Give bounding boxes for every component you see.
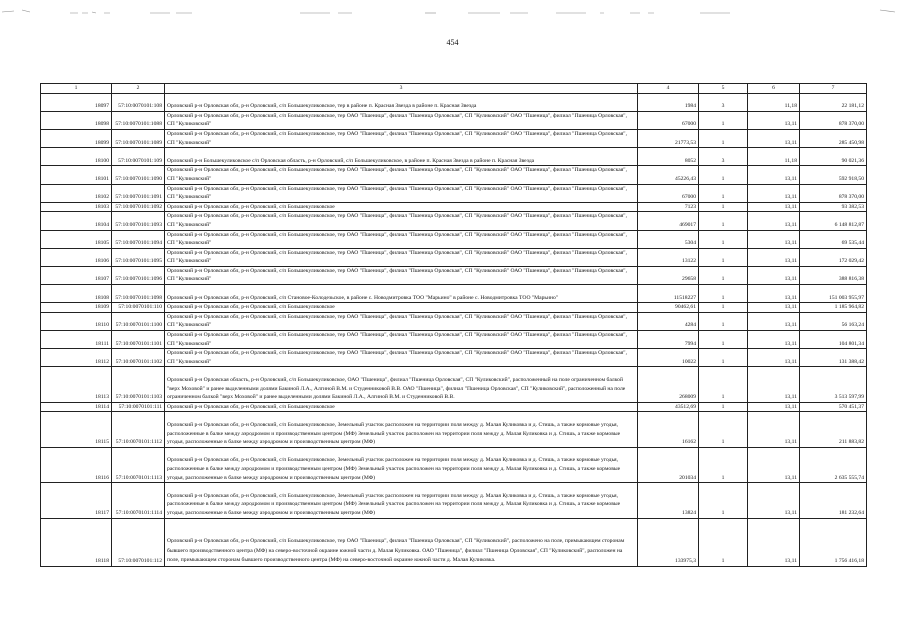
cadastral-number: 57:10:0070101:1112 [112,412,165,447]
category-code: 1 [699,111,748,129]
category-code: 1 [699,483,748,518]
column-header-3: 3 [165,84,638,94]
table-row [41,303,867,313]
rate-value: 13,11 [748,331,800,349]
row-number: 18102 [41,184,112,202]
rate-value: 11,18 [748,148,800,166]
category-code: 1 [699,349,748,367]
cadastral-number: 57:10:0070101:111 [112,402,165,412]
area-value: 5304 [638,230,699,248]
location-description: Орловский р-н Орловская обл, р-н Орловский, с/п Большекуликовское, Земельный участок расположен на территории поля между д. Малая Куликовка и д. Стишь, а также кормовые угодья, расположенные в балке между аэродромом и производственным центром (МФ) Земельный участок расположен на территории поля между д. Малая Куликовка и д. Стишь, а также кормовые угодья, расположенные в балке между аэродромом и производственным центром (МФ) [165,447,638,482]
category-code: 1 [699,331,748,349]
column-header-2: 2 [112,84,165,94]
category-code: 1 [699,412,748,447]
row-number: 18117 [41,483,112,518]
scan-artifact-strip [0,6,905,18]
location-description: Орловский р-н Орловская обл, р-н Орловский, с/п Большекуликовское, тер ОАО "Пшеница", филиал "Пшеница Орловская", СП "Куликовский" ОАО "Пшеница", филиал "Пшеница Орловская", СП "Куликовский" [165,230,638,248]
cadastral-number: 57:10:0070101:1094 [112,230,165,248]
table-row [41,367,867,402]
cadastral-value: 1 756 416,18 [800,518,867,566]
cadastral-number: 57:10:0070101:109 [112,148,165,166]
cadastral-value: 570 451,37 [800,402,867,412]
cadastral-value: 2 635 555,74 [800,447,867,482]
location-description: Орловский р-н Орловская обл, р-н Орловский, с/п Большекуликовское, Земельный участок расположен на территории поля между д. Малая Куликовка и д. Стишь, а также кормовые угодья, расположенные в балке между аэродромом и производственным центром (МФ) Земельный участок расположен на территории поля между д. Малая Куликовка и д. Стишь, а также кормовые угодья, расположенные в балке между аэродромом и производственным центром (МФ) [165,483,638,518]
row-number: 18112 [41,349,112,367]
area-value: 45226,43 [638,166,699,184]
cadastral-value: 878 370,00 [800,184,867,202]
table-row [41,412,867,447]
row-number: 18110 [41,312,112,330]
location-description: Орловский р-н Орловская обл, р-н Орловский, с/п Большекуликовское, тер ОАО "Пшеница", филиал "Пшеница Орловская", СП "Куликовский" ОАО "Пшеница", филиал "Пшеница Орловская", СП "Куликовский" [165,266,638,284]
area-value: 201034 [638,447,699,482]
land-register-table [40,83,867,567]
area-value: 90462,61 [638,303,699,313]
table-row [41,148,867,166]
cadastral-number: 57:10:0070101:108 [112,93,165,111]
area-value: 13122 [638,248,699,266]
location-description: Орловский р-н Орловская обл, р-н Орловский, с/п Большекуликовское [165,402,638,412]
column-header-7: 7 [800,84,867,94]
table-row [41,312,867,330]
row-number: 18116 [41,447,112,482]
register-body [41,93,867,566]
area-value: 67000 [638,111,699,129]
category-code: 1 [699,303,748,313]
category-code: 1 [699,447,748,482]
cadastral-number: 57:10:0070101:1101 [112,331,165,349]
category-code: 1 [699,202,748,212]
location-description: Орловский р-н Большекуликовское с/п Орловская область, р-н Орловский, с/п Большекуликовское, в районе п. Красная Звезда в районе п. Красная Звезда [165,148,638,166]
table-row [41,518,867,566]
location-description: Орловский р-н Орловская обл, р-н Орловский, с/п Большекуликовское, тер ОАО "Пшеница", филиал "Пшеница Орловская", СП "Куликовский" ОАО "Пшеница", филиал "Пшеница Орловская", СП "Куликовский" [165,331,638,349]
cadastral-value: 90 021,36 [800,148,867,166]
table-row [41,129,867,147]
cadastral-number: 57:10:0070101:1100 [112,312,165,330]
location-description: Орловский р-н Орловская обл, р-н Орловский, с/п Становое-Колодезьское, в районе с. Новодмитровка ТОО "Марьино" в районе с. Новодмитровка ТОО "Марьино" [165,285,638,303]
table-row [41,93,867,111]
row-number: 18108 [41,285,112,303]
table-row [41,248,867,266]
rate-value: 13,11 [748,166,800,184]
cadastral-number: 57:10:0070101:112 [112,518,165,566]
category-code: 1 [699,312,748,330]
area-value: 7123 [638,202,699,212]
table-row [41,111,867,129]
rate-value: 13,11 [748,518,800,566]
rate-value: 13,11 [748,285,800,303]
cadastral-number: 57:10:0070101:1102 [112,349,165,367]
cadastral-value: 131 388,42 [800,349,867,367]
area-value: 16162 [638,412,699,447]
row-number: 18113 [41,367,112,402]
cadastral-number: 57:10:0070101:1093 [112,212,165,230]
area-value: 1984 [638,93,699,111]
location-description: Орловский р-н Орловская обл, р-н Орловский, с/п Большекуликовское [165,202,638,212]
table-row [41,230,867,248]
rate-value: 13,11 [748,412,800,447]
cadastral-value: 22 181,12 [800,93,867,111]
category-code: 1 [699,212,748,230]
row-number: 18103 [41,202,112,212]
table-row [41,285,867,303]
location-description: Орловский р-н Орловская обл, р-н Орловский, с/п Большекуликовское, тер ОАО "Пшеница", филиал "Пшеница Орловская", СП "Куликовский" ОАО "Пшеница", филиал "Пшеница Орловская", СП "Куликовский" [165,111,638,129]
table-row [41,447,867,482]
column-header-6: 6 [748,84,800,94]
rate-value: 13,11 [748,312,800,330]
location-description: Орловский р-н Орловская обл, р-н Орловский, с/п Большекуликовское, тер ОАО "Пшеница", филиал "Пшеница Орловская", СП "Куликовский" ОАО "Пшеница", филиал "Пшеница Орловская", СП "Куликовский" [165,312,638,330]
rate-value: 13,11 [748,202,800,212]
row-number: 18099 [41,129,112,147]
table-row [41,166,867,184]
row-number: 18101 [41,166,112,184]
category-code: 1 [699,518,748,566]
row-number: 18107 [41,266,112,284]
table-row [41,331,867,349]
row-number: 18100 [41,148,112,166]
cadastral-value: 211 883,82 [800,412,867,447]
location-description: Орловский р-н Орловская обл, р-н Орловский, с/п Большекуликовское, тер ОАО "Пшеница", филиал "Пшеница Орловская", СП "Куликовский" ОАО "Пшеница", филиал "Пшеница Орловская", СП "Куликовский" [165,248,638,266]
area-value: 10022 [638,349,699,367]
cadastral-number: 57:10:0070101:1113 [112,447,165,482]
category-code: 3 [699,148,748,166]
rate-value: 13,11 [748,367,800,402]
cadastral-value: 172 029,42 [800,248,867,266]
cadastral-number: 57:10:0070101:1092 [112,202,165,212]
cadastral-value: 592 918,50 [800,166,867,184]
row-number: 18118 [41,518,112,566]
cadastral-value: 151 003 955,97 [800,285,867,303]
cadastral-value: 104 801,34 [800,331,867,349]
row-number: 18115 [41,412,112,447]
table-row [41,212,867,230]
cadastral-number: 57:10:0070101:1114 [112,483,165,518]
cadastral-value: 69 535,44 [800,230,867,248]
category-code: 1 [699,402,748,412]
area-value: 4284 [638,312,699,330]
cadastral-value: 1 185 964,82 [800,303,867,313]
cadastral-value: 388 816,38 [800,266,867,284]
cadastral-number: 57:10:0070101:1096 [112,266,165,284]
category-code: 1 [699,266,748,284]
location-description: Орловский р-н Орловская обл, р-н Орловский, с/п Большекуликовское, тер ОАО "Пшеница", филиал "Пшеница Орловская", СП "Куликовский" ОАО "Пшеница", филиал "Пшеница Орловская", СП "Куликовский" [165,184,638,202]
row-number: 18098 [41,111,112,129]
location-description: Орловский р-н Орловская обл, р-н Орловский, с/п Большекуликовское, тер в районе п. Красная Звезда в районе п. Красная Звезда [165,93,638,111]
area-value: 7994 [638,331,699,349]
cadastral-number: 57:10:0070101:1089 [112,129,165,147]
area-value: 21773,53 [638,129,699,147]
table-row [41,349,867,367]
location-description: Орловский р-н Орловская область, р-н Орловский, с/п Большекуликовское, ОАО "Пшеница", филиал "Пшеница Орловская", СП "Куликовский", расположенный на поле ограниченном балкой "верх Моховой" и ранее выделенными долями Бакиной Л.А., Алгиной В.М. и Студенниковой В.В. ОАО "Пшеница", филиал "Пшеница Орловская", СП "Куликовский", расположенный на поле ограниченном балкой "верх Моховой" и ранее выделенными долями Бакиной Л.А., Алгиной В.М. и Студенниковой В.В. [165,367,638,402]
rate-value: 13,11 [748,402,800,412]
cadastral-number: 57:10:0070101:1090 [112,166,165,184]
row-number: 18109 [41,303,112,313]
cadastral-number: 57:10:0070101:1091 [112,184,165,202]
area-value: 43512,69 [638,402,699,412]
row-number: 18106 [41,248,112,266]
location-description: Орловский р-н Орловская обл, р-н Орловский, с/п Большекуликовское, Земельный участок расположен на территории поля между д. Малая Куликовка и д. Стишь, а также кормовые угодья, расположенные в балке между аэродромом и производственным центром (МФ) Земельный участок расположен на территории поля между д. Малая Куликовка и д. Стишь, а также кормовые угодья, расположенные в балке между аэродромом и производственным центром (МФ) [165,412,638,447]
area-value: 133975,3 [638,518,699,566]
cadastral-number: 57:10:0070101:1098 [112,285,165,303]
rate-value: 13,11 [748,111,800,129]
column-header-1: 1 [41,84,112,94]
category-code: 1 [699,166,748,184]
location-description: Орловский р-н Орловская обл, р-н Орловский, с/п Большекуликовское, тер ОАО "Пшеница", филиал "Пшеница Орловская", СП "Куликовский" ОАО "Пшеница", филиал "Пшеница Орловская", СП "Куликовский" [165,212,638,230]
table-row [41,202,867,212]
category-code: 1 [699,285,748,303]
cadastral-value: 878 370,00 [800,111,867,129]
cadastral-value: 285 450,98 [800,129,867,147]
cadastral-number: 57:10:0070101:1103 [112,367,165,402]
rate-value: 13,11 [748,184,800,202]
rate-value: 13,11 [748,349,800,367]
table-row [41,402,867,412]
rate-value: 13,11 [748,447,800,482]
cadastral-value: 56 163,24 [800,312,867,330]
cadastral-value: 3 513 597,99 [800,367,867,402]
table-row [41,266,867,284]
row-number: 18111 [41,331,112,349]
row-number: 18104 [41,212,112,230]
cadastral-number: 57:10:0070101:110 [112,303,165,313]
category-code: 3 [699,93,748,111]
rate-value: 13,11 [748,129,800,147]
area-value: 11518227 [638,285,699,303]
row-number: 18097 [41,93,112,111]
column-header-5: 5 [699,84,748,94]
category-code: 1 [699,184,748,202]
rate-value: 13,11 [748,266,800,284]
area-value: 268009 [638,367,699,402]
table-row [41,184,867,202]
category-code: 1 [699,248,748,266]
rate-value: 13,11 [748,230,800,248]
page-number: 454 [446,38,459,47]
area-value: 469017 [638,212,699,230]
row-number: 18114 [41,402,112,412]
area-value: 8052 [638,148,699,166]
location-description: Орловский р-н Орловская обл, р-н Орловский, с/п Большекуликовское, тер ОАО "Пшеница", филиал "Пшеница Орловская", СП "Куликовский" ОАО "Пшеница", филиал "Пшеница Орловская", СП "Куликовский" [165,129,638,147]
cadastral-value: 6 148 812,87 [800,212,867,230]
rate-value: 13,11 [748,303,800,313]
location-description: Орловский р-н Орловская обл, р-н Орловский, с/п Большекуликовское [165,303,638,313]
column-header-row [41,84,867,94]
rate-value: 13,11 [748,483,800,518]
location-description: Орловский р-н Орловская обл, р-н Орловский, с/п Большекуликовское, тер ОАО "Пшеница", филиал "Пшеница Орловская", СП "Куликовский" ОАО "Пшеница", филиал "Пшеница Орловская", СП "Куликовский" [165,349,638,367]
cadastral-number: 57:10:0070101:1095 [112,248,165,266]
area-value: 13824 [638,483,699,518]
rate-value: 13,11 [748,248,800,266]
cadastral-value: 181 232,64 [800,483,867,518]
location-description: Орловский р-н Орловская обл, р-н Орловский, с/п Большекуликовское, тер ОАО "Пшеница", филиал "Пшеница Орловская", СП "Куликовский" ОАО "Пшеница", филиал "Пшеница Орловская", СП "Куликовский" [165,166,638,184]
column-header-4: 4 [638,84,699,94]
category-code: 1 [699,129,748,147]
category-code: 1 [699,230,748,248]
location-description: Орловский р-н Орловская обл, р-н Орловский, с/п Большекуликовское, тер ОАО "Пшеница", филиал "Пшеница Орловская", СП "Куликовский", расположено на поле, примыкающем сторонам бывшего производственного центра (МФ) на северо-восточной окраине южной части д. Малая Куликовка. ОАО "Пшеница", филиал "Пшеница Орловская", СП "Куликовский", расположен на поле, примыкающем сторонам бывшего производственного центра (МФ) на северо-восточной окраине южной части д. Малая Куликовка. [165,518,638,566]
table-row [41,483,867,518]
category-code: 1 [699,367,748,402]
rate-value: 11,18 [748,93,800,111]
area-value: 29658 [638,266,699,284]
cadastral-value: 93 382,53 [800,202,867,212]
area-value: 67000 [638,184,699,202]
row-number: 18105 [41,230,112,248]
rate-value: 13,11 [748,212,800,230]
cadastral-number: 57:10:0070101:1088 [112,111,165,129]
